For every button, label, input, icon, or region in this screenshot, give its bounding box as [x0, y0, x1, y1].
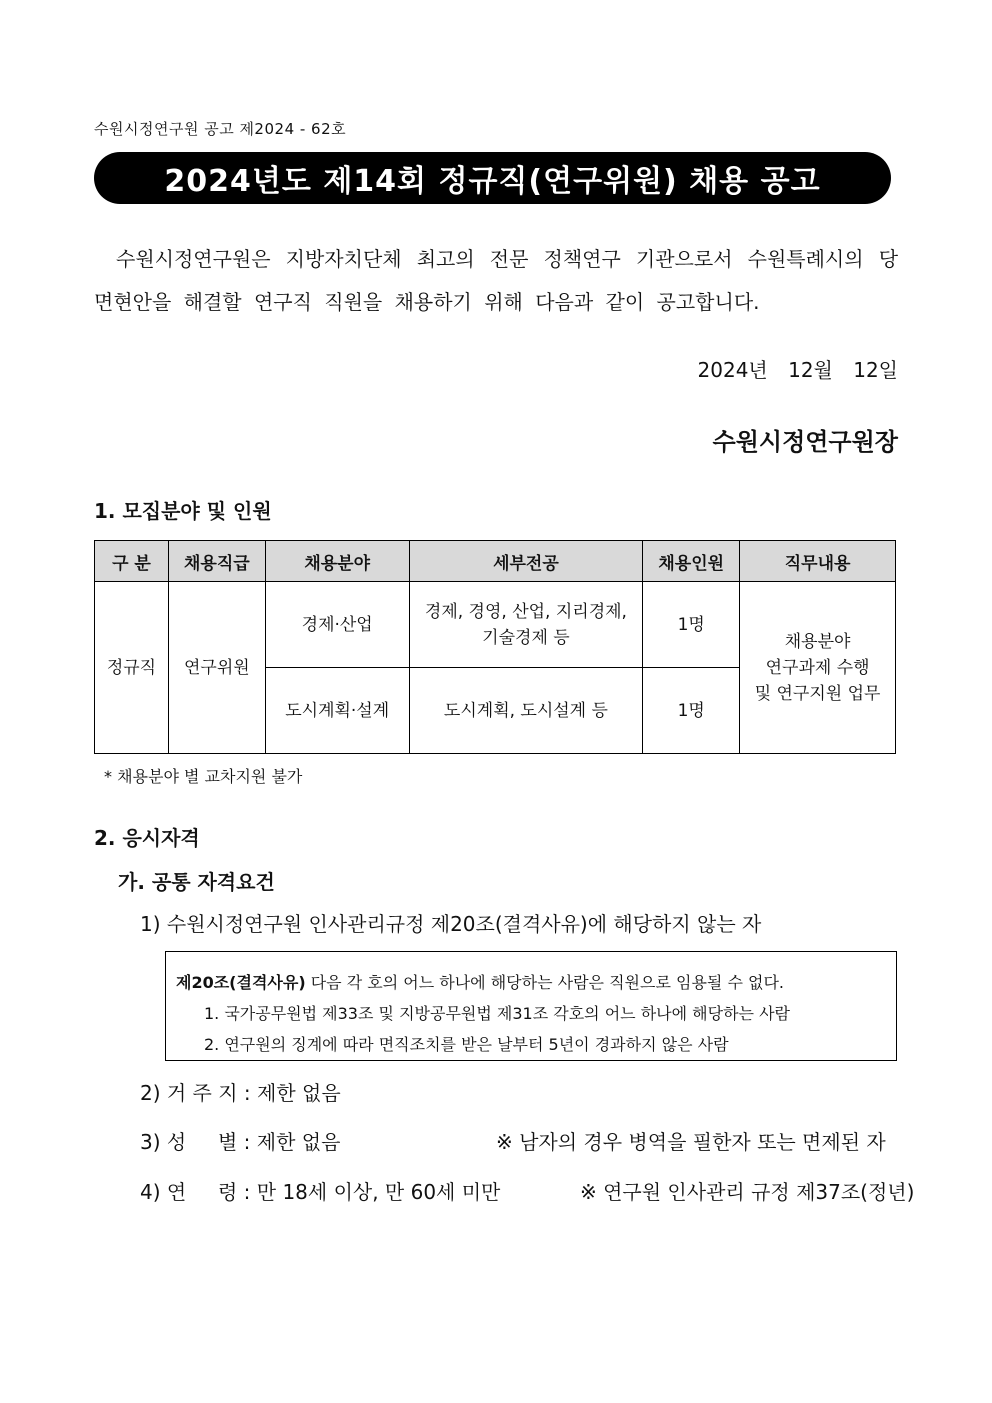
- article-line-2: 2. 연구원의 징계에 따라 면직조치를 받은 날부터 5년이 경과하지 않은 사람: [204, 1035, 729, 1054]
- count-cell: 1명: [643, 582, 740, 668]
- article-text: 다음 각 호의 어느 하나에 해당하는 사람은 직원으로 임용될 수 없다.: [305, 973, 784, 992]
- major-line: 기술경제 등: [482, 627, 570, 648]
- duty-line: 채용분야: [784, 631, 851, 652]
- requirement-item-1: 1) 수원시정연구원 인사관리규정 제20조(결격사유)에 해당하지 않는 자: [140, 912, 762, 936]
- header-duty: 직무내용: [740, 541, 896, 582]
- intro-paragraph: [94, 238, 898, 324]
- field-cell: 도시계획·설계: [265, 668, 409, 754]
- header-count: 채용인원: [643, 541, 740, 582]
- requirement-note-4: ※ 연구원 인사관리 규정 제37조(정년): [580, 1180, 915, 1204]
- notice-number: 수원시정연구원 공고 제2024 - 62호: [94, 120, 347, 138]
- subsection-title: 가. 공통 자격요건: [118, 870, 275, 894]
- announcement-date: 2024년 12월 12일: [697, 358, 898, 382]
- disqualification-box: [165, 951, 897, 1061]
- header-major: 세부전공: [409, 541, 643, 582]
- recruitment-table: [94, 540, 896, 754]
- duty-cell: [740, 582, 896, 754]
- header-category: 구 분: [95, 541, 169, 582]
- requirement-item-2: 2) 거 주 지 : 제한 없음: [140, 1081, 341, 1105]
- major-cell: 도시계획, 도시설계 등: [409, 668, 643, 754]
- major-cell: [409, 582, 643, 668]
- section-2-title: 2. 응시자격: [94, 826, 200, 850]
- page-title: 2024년도 제14회 정규직(연구위원) 채용 공고: [164, 164, 821, 199]
- rank-cell: 연구위원: [168, 582, 265, 754]
- article-heading: 제20조(결격사유): [176, 973, 306, 992]
- requirement-item-4: 4) 연 령 : 만 18세 이상, 만 60세 미만: [140, 1180, 501, 1204]
- table-row: [95, 582, 896, 668]
- field-cell: 경제·산업: [265, 582, 409, 668]
- intro-line-1: 수원시정연구원은 지방자치단체 최고의 전문 정책연구 기관으로서 수원특례시의: [116, 247, 864, 271]
- category-cell: 정규직: [95, 582, 169, 754]
- requirement-note-3: ※ 남자의 경우 병역을 필한자 또는 면제된 자: [496, 1130, 886, 1154]
- table-header-row: [95, 541, 896, 582]
- intro-line-2: 당면현안을 해결할 연구직 직원을 채용하기 위해 다음과 같이 공고합니다.: [94, 247, 899, 314]
- duty-line: 연구과제 수행: [765, 657, 870, 678]
- count-cell: 1명: [643, 668, 740, 754]
- major-line: 경제, 경영, 산업, 지리경제,: [424, 601, 627, 622]
- header-field: 채용분야: [265, 541, 409, 582]
- article-line-1: 1. 국가공무원법 제33조 및 지방공무원법 제31조 각호의 어느 하나에 해당하는 사람: [204, 1004, 790, 1023]
- title-banner: [94, 152, 891, 204]
- requirement-item-3: 3) 성 별 : 제한 없음: [140, 1130, 341, 1154]
- table-note: * 채용분야 별 교차지원 불가: [104, 767, 303, 786]
- duty-line: 및 연구지원 업무: [754, 683, 881, 704]
- signer: 수원시정연구원장: [712, 428, 898, 456]
- section-1-title: 1. 모집분야 및 인원: [94, 499, 272, 523]
- header-rank: 채용직급: [168, 541, 265, 582]
